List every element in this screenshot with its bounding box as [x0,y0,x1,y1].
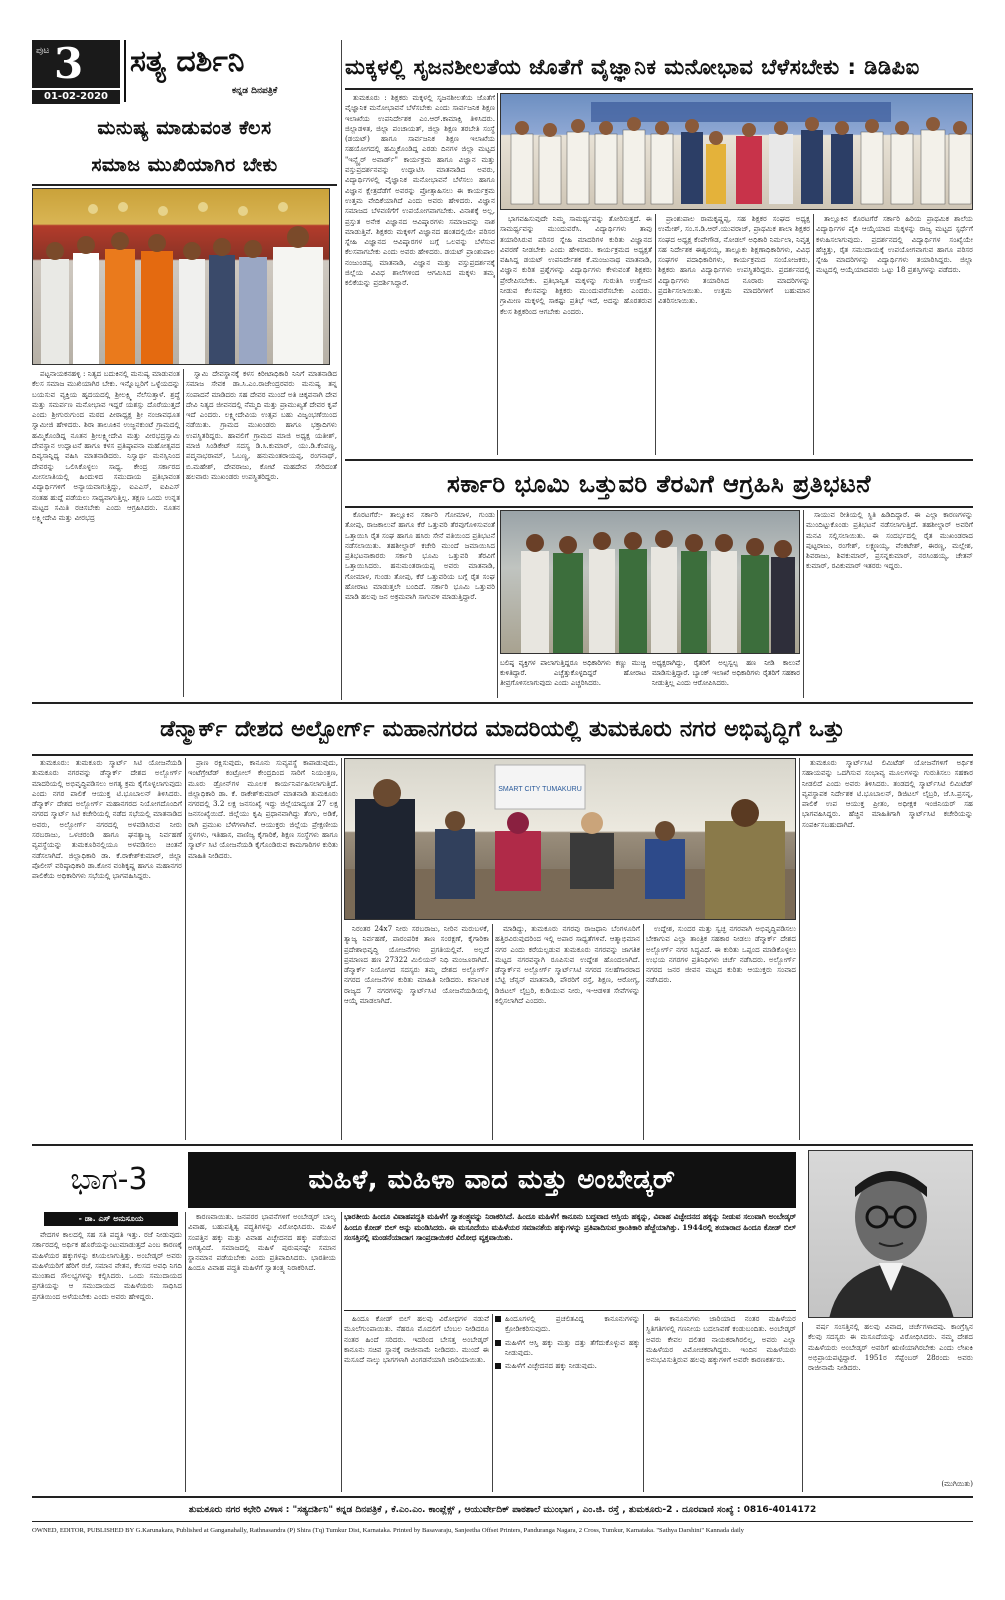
denmark-story-col-3: ನಿರಂತರ 24x7 ನೀರು ಸರಬರಾಜು, ನೀರಿನ ಮರುಬಳಕೆ, ತ್ಯಾಜ್ಯ ನಿರ್ವಹಣೆ, ಪಾರಂಪರಿಕ ತಾಣ ಸಂರಕ್ಷಣೆ, ಕೈಗಾರಿಕಾ ಪ್ರದೇಶಾಭಿವೃದ್ಧಿ ಯೋಜನೆಗಳು ಪ್ರಗತಿಯಲ್ಲಿವೆ. ಅಲ್ಲದೆ ಪ್ರಮಾಣದ ಹಣ 27322 ಮಿಲಿಯನ್ ನಿಧಿ ಮಂಜೂರಾಗಿದೆ. ಡೆನ್ಮಾರ್ಕ್ ನಿಯೋಗದ ಸದಸ್ಯರು ತಮ್ಮ ದೇಶದ ಅಲ್ಬೋರ್ಗ್ ನಗರದ ಯೋಜನೆಗಳ ಕುರಿತು ಮಾಹಿತಿ ನೀಡಿದರು. ಕರ್ನಾಟಕ ರಾಜ್ಯದ 7 ನಗರಗಳನ್ನು ಸ್ಮಾರ್ಟ್‌ಸಿಟಿ ಯೋಜನೆಯಡಿಯಲ್ಲಿ ಆಯ್ಕೆ ಮಾಡಲಾಗಿದೆ. [344,924,489,1006]
left-story-headline-2: ಸಮಾಜ ಮುಖಿಯಾಗಿರ ಬೇಕು [91,154,278,176]
footer-rule [32,1521,973,1522]
masthead-date: 01-02-2020 [32,90,120,104]
top-story-col-4: ತಾಲ್ಲೂಕಿನ ಕೊರಟಗೆರೆ ಸರ್ಕಾರಿ ಹಿರಿಯ ಪ್ರಾಥಮಿಕ ಶಾಲೆಯ ವಿದ್ಯಾರ್ಥಿಗಳ ಪೈಕಿ ಆಯ್ಕೆಯಾದ ಮಕ್ಕಳನ್ನು ರಾಜ್ಯ ಮಟ್ಟದ ಸ್ಪರ್ಧೆಗೆ ಕಳುಹಿಸಲಾಗುವುದು. ಪ್ರದರ್ಶನದಲ್ಲಿ ವಿದ್ಯಾರ್ಥಿಗಳ ಸಂಖ್ಯೆಯೇ ಹೆಚ್ಚಿತ್ತು, ರೈತ ಸಮುದಾಯಕ್ಕೆ ಉಪಯೋಗವಾಗುವ ಹಾಗೂ ಪರಿಸರ ಸ್ನೇಹಿ ಮಾದರಿಗಳನ್ನು ವಿದ್ಯಾರ್ಥಿಗಳು ತಯಾರಿಸಿದ್ದರು. ಜಿಲ್ಲಾ ಮಟ್ಟದಲ್ಲಿ ಆಯ್ಕೆಯಾದವರು ಒಟ್ಟು 18 ಪ್ರಶಸ್ತಿಗಳನ್ನು ಪಡೆದರು. [816,214,973,275]
paper-name: ಸತ್ಯ ದರ್ಶಿನಿ [130,44,245,79]
section-rule [32,1144,973,1146]
col-rule [802,1322,803,1492]
col-rule [183,369,184,697]
footer-rule [32,1496,973,1498]
protest-caption-2: ಅಧ್ಯಕ್ಷರಾಗಿದ್ದು, ರೈತರಿಗೆ ಅಲ್ಪಸ್ವಲ್ಪ ಹಣ ನೀಡಿ ಕಾಲುವೆ ಮಾಡಿಸುತ್ತಿದ್ದಾರೆ. ಬ್ಯಾಂಕ್ ಇಲಾಖೆ ಅಧಿಕಾರಿಗಳು ರೈತರಿಗೆ ಸಹಕಾರ ನೀಡುತ್ತಿಲ್ಲ ಎಂದು ಆರೋಪಿಸಿದರು. [652,659,800,687]
section-rule [345,506,973,508]
col-rule [643,1314,644,1492]
denmark-story-col-4: ಮಾಡಿದ್ದು, ತುಮಕೂರು ನಗರವು ರಾಜಧಾನಿ ಬೆಂಗಳೂರಿಗೆ ಹತ್ತಿರವಿರುವುದರಿಂದ ಇಲ್ಲಿ ಅಪಾರ ಸಾಧ್ಯತೆಗಳಿವೆ. ಆತ್ಮಾಭಿಮಾನ ನಗರ ಎಂದು ಕರೆಯಲ್ಪಡುವ ತುಮಕೂರು ನಗರವನ್ನು ಜಾಗತಿಕ ಮಟ್ಟದ ನಗರವನ್ನಾಗಿ ರೂಪಿಸುವ ಉದ್ದೇಶ ಹೊಂದಲಾಗಿದೆ. ಡೆನ್ಮಾರ್ಕ್‌ನ ಅಲ್ಬೋರ್ಗ್ ಸ್ಮಾರ್ಟ್‌ಸಿಟಿ ನಗರದ ಸಲಹೆಗಾರರಾದ ಬೆಟ್ಟಿ ಜೆನ್ಸನ್ ಮಾತನಾಡಿ, ಪೌರರಿಗೆ ರಸ್ತೆ, ಶಿಕ್ಷಣ, ಆರೋಗ್ಯ, ಡಿಜಿಟಲ್ ಲೈಬ್ರರಿ, ಕುಡಿಯುವ ನೀರು, ಇ-ಆಡಳಿತ ಸೇವೆಗಳನ್ನು ಕಲ್ಪಿಸಲಾಗಿದೆ ಎಂದರು. [495,924,640,1006]
bullet-square-icon [495,1363,501,1369]
ambedkar-col-3: ಹಿಂದೂ ಕೋಡ್ ಬಿಲ್ ಹಲವು ವಿರೋಧಗಳ ನಡುವೆ ಮೂಲೆಗುಂಪಾಯಿತು. ನೆಹರೂ ಮೊದಲಿಗೆ ಬೆಂಬಲ ನೀಡಿದರೂ ನಂತರ ಹಿಂದೆ ಸರಿದರು. ಇದರಿಂದ ಬೇಸತ್ತ ಅಂಬೇಡ್ಕರ್ ಕಾನೂನು ಸಚಿವ ಸ್ಥಾನಕ್ಕೆ ರಾಜೀನಾಮೆ ನೀಡಿದರು. ಮುಂದೆ ಈ ಮಸೂದೆ ನಾಲ್ಕು ಭಾಗಗಳಾಗಿ ವಿಂಗಡನೆಯಾಗಿ ಜಾರಿಯಾಯಿತು. [344,1314,489,1365]
bullet-text: ಮಹಿಳೆಗೆ ವಿಚ್ಛೇದನದ ಹಕ್ಕು ನೀಡುವುದು. [505,1361,597,1371]
top-story-photo [500,93,973,210]
left-story-col-2: ಸ್ವಾಮಿ ದೇವಸ್ಥಾನಕ್ಕೆ ಕಳಸ ಕಿರೀಟಾಧಿಕಾರಿ ನಿನಿಗೆ ಮಾತನಾಡಿದ ಸಮಾಜ ಸೇವಕ ಡಾ.ಸಿ.ಎಂ.ರಾಜೇಂದ್ರರವರು ಮನುಷ್ಯ ತನ್ನ ಸಂಪಾದನೆ ಮಾಡಿದರು ಸಹ ದೇವರ ಮುಂದೆ ಅತಿ ಚಿಕ್ಕವನಾಗಿ ದೇವ ದೇವಿ ನಿತ್ಯದ ಜೀವನದಲ್ಲಿ ನೆಮ್ಮದಿ ಮತ್ತು ಪ್ರಾಮುಖ್ಯತೆ ದೇವರ ಕೃಪೆ ಇದೆ ಎಂದರು. ಲಕ್ಷ್ಮೀದೇವಿಯ ಉತ್ಸವ ಬಹು ವಿಜೃಂಭಣೆಯಿಂದ ನಡೆಯಿತು. ಗ್ರಾಮದ ಮುಖಂಡರು ಹಾಗೂ ಭಕ್ತಾದಿಗಳು ಉಪಸ್ಥಿತರಿದ್ದರು. ಹಾವಲಿಗೆ ಗ್ರಾಮದ ಮಾಜಿ ಅಧ್ಯಕ್ಷ ಯತೀಶ್, ಮಾಜಿ ಸಿಂಡಿಕೇಟ್ ಸದಸ್ಯ ಡಿ.ಸಿ.ಕುಮಾರ್, ಯು.ಡಿ.ಕೆಂಪಣ್ಣ, ಪದ್ಮನಾಭರಾಮ್, ಓಬಣ್ಣ, ಹನುಮಂತರಾಯಪ್ಪ, ರಂಗನಾಥ್, ಬಿ.ಮಹೇಶ್, ದೇವರಾಜು, ಕೋಟೆ ಮಹದೇವ ಸೇರಿದಂತೆ ಹಲವಾರು ಮುಖಂಡರು ಉಪಸ್ಥಿತರಿದ್ದರು. [186,369,337,481]
ambedkar-bullets [495,1314,640,1492]
col-rule [643,924,644,1140]
bullet-item [495,1338,640,1359]
ambedkar-story-headline: ಮಹಿಳೆ, ಮಹಿಳಾ ವಾದ ಮತ್ತು ಅಂಬೇಡ್ಕರ್ [188,1152,796,1208]
protest-story-headline: ಸರ್ಕಾರಿ ಭೂಮಿ ಒತ್ತುವರಿ ತೆರವಿಗೆ ಆಗ್ರಹಿಸಿ ಪ್ರತಿಭಟನೆ [446,470,872,498]
bullet-square-icon [495,1340,501,1346]
col-rule [185,1212,186,1492]
left-story-col-1: ಪಟ್ಟನಾಯಕನಹಳ್ಳಿ : ನಿತ್ಯದ ಬದುಕಿನಲ್ಲಿ ಮನುಷ್ಯ ಮಾಡುವಂತ ಕೆಲಸ ಸಮಾಜ ಮುಖಿಯಾಗಿರ ಬೇಕು. ಇನ್ನೊಬ್ಬರಿಗೆ ಒಳ್ಳೆಯದನ್ನು ಬಯಸುವ ವ್ಯಕ್ತಿಯ ಹೃದಯದಲ್ಲಿ ಶ್ರೀಲಕ್ಷ್ಮಿ ನೆಲೆಸುತ್ತಾಳೆ. ಶ್ರದ್ಧೆ ಮತ್ತು ಸಮರ್ಪಣ ಮನೋಭಾವ ಇದ್ದರೆ ಯಶಸ್ಸು ದೊರೆಯುತ್ತದೆ ಎಂದು ಶ್ರೀಗುರುಗುಂದ ಮಠದ ಪೀಠಾಧ್ಯಕ್ಷ ಶ್ರೀ ನಂಜಾವಧೂತ ಸ್ವಾಮೀಜಿ ಹೇಳಿದರು. ಶಿರಾ ತಾಲೂಕಿನ ಉಜ್ಜನಕುಂಟೆ ಗ್ರಾಮದಲ್ಲಿ ಹಮ್ಮಿಕೊಂಡಿದ್ದ ನೂತನ ಶ್ರೀಲಕ್ಷ್ಮೀದೇವಿ ಮತ್ತು ವೀರಭದ್ರಸ್ವಾಮಿ ದೇವಸ್ಥಾನ ಉದ್ಘಾಟನೆ ಹಾಗೂ ಕಳಸ ಪ್ರತಿಷ್ಠಾಪನಾ ಮಹೋತ್ಸವದ ದಿವ್ಯಸಾನ್ನಿಧ್ಯ ವಹಿಸಿ ಮಾತನಾಡಿದರು. ನಿಸ್ವಾರ್ಥ ಮನಸ್ಸಿನಿಂದ ದೇವರನ್ನು ಒಲಿಸಿಕೊಳ್ಳಲು ಸಾಧ್ಯ. ಕೇಂದ್ರ ಸರ್ಕಾರದ ಮೀಸಲಾತಿಯಲ್ಲಿ ಹಿಂದುಳಿದ ಸಮುದಾಯ ಪ್ರತಿಭಾವಂತ ವಿದ್ಯಾರ್ಥಿಗಳಿಗೆ ಅನ್ಯಾಯವಾಗುತ್ತಿದ್ದು, ಐಎಎಸ್, ಐಪಿಎಸ್ ನಂತಹ ಹುದ್ದೆ ಪಡೆಯಲು ಸಾಧ್ಯವಾಗುತ್ತಿಲ್ಲ. ತಕ್ಷಣ ಒಂದು ಉನ್ನತ ಮಟ್ಟದ ಸಮಿತಿ ರಚಿಸಬೇಕು ಎಂದು ಆಗ್ರಹಿಸಿದರು. ನೂತನ ಲಕ್ಷ್ಮೀದೇವಿ ಮತ್ತು ವೀರಭದ್ರ [32,369,180,523]
protest-story-col-3: ಸಾಯುವ ರೀತಿಯಲ್ಲಿ ಸ್ಥಿತಿ ಹಿಡಿದಿದ್ದಾರೆ. ಈ ಎಲ್ಲಾ ಕಾರಣಗಳನ್ನು ಮುಂದಿಟ್ಟುಕೊಂಡು ಪ್ರತಿಭಟನೆ ನಡೆಸಲಾಗುತ್ತಿದೆ. ತಹಶೀಲ್ದಾರ್ ಅವರಿಗೆ ಮನವಿ ಸಲ್ಲಿಸಲಾಯಿತು. ಈ ಸಂದರ್ಭದಲ್ಲಿ ರೈತ ಮುಖಂಡರಾದ ಪುಟ್ಟರಾಜು, ರಂಗೇಶ್, ಲಕ್ಷ್ಮಣಯ್ಯ, ವೆಂಕಟೇಶ್, ಈರಣ್ಣ, ಮಲ್ಲೇಶ, ಶಿವರಾಜು, ಶಿವಕುಮಾರ್, ಪ್ರಸನ್ನಕುಮಾರ್, ನರಸಿಂಹಯ್ಯ, ಚೇತನ್ ಕುಮಾರ್, ರವಿಕುಮಾರ್ ಇತರರು ಇದ್ದರು. [806,510,973,571]
page-number: 3 [54,39,84,88]
col-rule [492,924,493,1140]
col-rule [341,1212,342,1492]
denmark-story-col-2: ಪ್ರಾಣ ರಕ್ಷಿಸುವುದು, ಕಾನೂನು ಸುವ್ಯವಸ್ಥೆ ಕಾಪಾಡುವುದು, ಇಂಟೆಗ್ರೇಟೆಡ್ ಕಂಟ್ರೋಲ್ ಕೇಂದ್ರದಿಂದ ಸಾರಿಗೆ ನಿಯಂತ್ರಣ, ಮೂರು ಡ್ರೋನ್‌ಗಳ ಮೂಲಕ ಕಾರ್ಯನಿರ್ವಹಿಸಲಾಗುತ್ತಿದೆ. ಜಿಲ್ಲಾಧಿಕಾರಿ ಡಾ. ಕೆ. ರಾಕೇಶ್‌ಕುಮಾರ್ ಮಾತನಾಡಿ ತುಮಕೂರು ನಗರದಲ್ಲಿ 3.2 ಲಕ್ಷ ಜನಸಂಖ್ಯೆ ಇದ್ದು ಜಿಲ್ಲೆಯಾದ್ಯಂತ 27 ಲಕ್ಷ ಜನಸಂಖ್ಯೆಯಿದೆ. ಜಿಲ್ಲೆಯು ಕೃಷಿ ಪ್ರಧಾನವಾಗಿದ್ದು ತೆಂಗು, ಅಡಿಕೆ, ರಾಗಿ ಪ್ರಮುಖ ಬೆಳೆಗಳಾಗಿವೆ. ಆಯುಕ್ತರು ಜಿಲ್ಲೆಯ ಪ್ರೇಕ್ಷಣೀಯ ಸ್ಥಳಗಳು, ಇತಿಹಾಸ, ವಾಣಿಜ್ಯ ಕೈಗಾರಿಕೆ, ಶಿಕ್ಷಣ ಸಂಸ್ಥೆಗಳು ಹಾಗೂ ಸ್ಮಾರ್ಟ್ ಸಿಟಿ ಯೋಜನೆಯಡಿ ಕೈಗೊಂಡಿರುವ ಕಾಮಗಾರಿಗಳ ಕುರಿತು ಮಾಹಿತಿ ನೀಡಿದರು. [188,758,338,860]
col-rule [341,40,342,700]
col-rule [813,214,814,455]
col-rule [655,214,656,455]
left-story-headline-1: ಮನುಷ್ಯ ಮಾಡುವಂತ ಕೆಲಸ [97,117,272,139]
col-rule [185,758,186,1140]
intro-rule [344,1310,796,1311]
col-rule [497,510,498,698]
bullet-item [495,1314,640,1335]
page-badge [32,40,120,88]
paper-subtitle: ಕನ್ನಡ ದಿನಪತ್ರಿಕೆ [232,86,278,96]
denmark-story-photo [344,758,796,920]
footer-address: ತುಮಕೂರು ನಗರ ಕಛೇರಿ ವಿಳಾಸ : "ಸತ್ಯದರ್ಶಿನಿ" ಕನ್ನಡ ದಿನಪತ್ರಿಕೆ , ಕೆ.ಎಂ.ಎಂ. ಕಾಂಪ್ಲೆಕ್ಸ್ , ಆಯುರ್ವೇದಿಕ್ ಪಾಠಶಾಲೆ ಮುಂಭಾಗ , ಎಂ.ಜಿ. ರಸ್ತೆ , ತುಮಕೂರು-2 . ದೂರವಾಣಿ ಸಂಖ್ಯೆ : 0816-4014172 [188,1505,817,1515]
ambedkar-col-2: ಕಾರಣವಾಯಿತು. ಜನಪರರ ಭಾವನೆಗಳಿಗೆ ಅಂಬೇಡ್ಕರ್ ಬಾಲ್ಯ ವಿವಾಹ, ಬಹುಪತ್ನಿತ್ವ ಪದ್ಧತಿಗಳನ್ನು ವಿರೋಧಿಸಿದರು. ಮಹಿಳೆ ಸಂಪತ್ತಿನ ಹಕ್ಕು ಮತ್ತು ವಿವಾಹ ವಿಚ್ಛೇದನದ ಹಕ್ಕು ಪಡೆಯುವ ಅಗತ್ಯವಿದೆ. ಸಮಾಜದಲ್ಲಿ ಮಹಿಳೆ ಪುರುಷನಷ್ಟೇ ಸಮಾನ ಸ್ಥಾನಮಾನ ಪಡೆಯಬೇಕು ಎಂದು ಪ್ರತಿಪಾದಿಸಿದರು. ಭಾರತೀಯ ಹಿಂದೂ ವಿವಾಹ ಪದ್ಧತಿ ಮಹಿಳೆಗೆ ಸ್ವಾತಂತ್ರ್ಯ ನಿರಾಕರಿಸಿದೆ. [188,1212,336,1273]
meeting-room-image [345,759,796,920]
col-rule [799,758,800,1140]
left-story-photo [32,188,330,365]
footer-imprint: OWNED, EDITOR, PUBLISHED BY G.Karunakara, Published at Ganganahally, Rathnasandra (P) Shira (Tq) Tumkur Dist, Karnataka. Printed by Basavaraju, Sanjeetha Offset Printers, Panduranga Nagara, 2 Cross, Tumkur, Karnataka. "Sathya Darshini" Kannada daily [32,1527,744,1534]
farmers-group-image [501,511,800,654]
temple-ceremony-image [33,189,330,365]
masthead [32,40,337,106]
ambedkar-col-4: ಈ ಕಾನೂನುಗಳು ಜಾರಿಯಾದ ನಂತರ ಮಹಿಳೆಯರ ಸ್ಥಿತಿಗತಿಗಳಲ್ಲಿ ಗಣನೀಯ ಬದಲಾವಣೆ ಕಂಡುಬಂದಿತು. ಅಂಬೇಡ್ಕರ್ ಅವರು ಕೇವಲ ದಲಿತರ ನಾಯಕರಾಗಿರಲಿಲ್ಲ, ಅವರು ಎಲ್ಲಾ ಮಹಿಳೆಯರ ವಿಮೋಚಕರಾಗಿದ್ದರು. ಇಂದಿನ ಮಹಿಳೆಯರು ಅನುಭವಿಸುತ್ತಿರುವ ಹಲವು ಹಕ್ಕುಗಳಿಗೆ ಅವರೇ ಕಾರಣಕರ್ತರು. [646,1314,796,1365]
continued-marker: (ಮುಗಿಯಿತು) [941,1480,973,1488]
section-rule [345,459,973,461]
byline: - ಡಾ. ಎಸ್ ಅನುಸೂಯ [44,1212,178,1226]
left-story-rule [32,184,337,186]
page-label: ಪುಟ [36,46,50,56]
col-rule [492,1314,493,1492]
bullet-text: ಹಿಂದೂಗಳಲ್ಲಿ ಪ್ರಚಲಿತವಿದ್ದ ಕಾನೂನುಗಳನ್ನು ಕ್ರೋಡೀಕರಿಸುವುದು. [505,1314,640,1334]
bullet-text: ಮಹಿಳೆಗೆ ಆಸ್ತಿ ಹಕ್ಕು ಮತ್ತು ದತ್ತು ತೆಗೆದುಕೊಳ್ಳುವ ಹಕ್ಕು ನೀಡುವುದು. [505,1337,640,1357]
bullet-item [495,1361,640,1371]
smart-city-sign: SMART CITY TUMAKURU [498,786,582,793]
masthead-divider [124,40,126,102]
protest-story-col-1: ಕೊರಟಗೆರೆ:- ತಾಲ್ಲೂಕಿನ ಸರ್ಕಾರಿ ಗೋಮಾಳ, ಗುಂಡು ತೋಪು, ರಾಜಕಾಲುವೆ ಹಾಗೂ ಕೆರೆ ಒತ್ತುವರಿ ತೆರವುಗೊಳಿಸುವಂತೆ ಒತ್ತಾಯಿಸಿ ರೈತ ಸಂಘ ಹಾಗೂ ಹಸಿರು ಸೇನೆ ವತಿಯಿಂದ ಪ್ರತಿಭಟನೆ ನಡೆಸಲಾಯಿತು. ತಹಶೀಲ್ದಾರ್ ಕಚೇರಿ ಮುಂದೆ ಜಮಾಯಿಸಿದ ಪ್ರತಿಭಟನಾಕಾರರು ಸರ್ಕಾರಿ ಭೂಮಿ ಒತ್ತುವರಿ ತೆರವಿಗೆ ಒತ್ತಾಯಿಸಿದರು. ಹನುಮಂತರಾಯಪ್ಪ ಅವರು ಮಾತನಾಡಿ, ಗೋಮಾಳ, ಗುಂಡು ತೋಪು, ಕೆರೆ ಒತ್ತುವರಿಯ ಬಗ್ಗೆ ರೈತ ಸಂಘ ಹೋರಾಟ ಮಾಡುತ್ತಲೇ ಬಂದಿದೆ. ಸರ್ಕಾರಿ ಭೂಮಿ ಒತ್ತುವರಿ ಮಾಡಿ ಹಲವು ಜನ ಅಕ್ರಮವಾಗಿ ಸಾಗುವಳಿ ಮಾಡುತ್ತಿದ್ದಾರೆ. [345,510,495,602]
top-story-col-3: ಪ್ರಾಂಶುಪಾಲ ರಾಮಕೃಷ್ಣಪ್ಪ, ಸಹ ಶಿಕ್ಷಕರ ಸಂಘದ ಅಧ್ಯಕ್ಷ ಉಮೇಶ್, ಸಂ.ಸ.ಡಿ.ಆರ್.ಯುವರಾಜ್, ಪ್ರಾಥಮಿಕ ಶಾಲಾ ಶಿಕ್ಷಕರ ಸಂಘದ ಅಧ್ಯಕ್ಷ ಕೆಂಪೇಗೌಡ, ನೋಡಲ್ ಅಧಿಕಾರಿ ನಿರ್ಮಲಾ, ನಿವೃತ್ತ ಸಹ ನಿರ್ದೇಶಕ ಈಶ್ವರಯ್ಯ, ತಾಲ್ಲೂಕು ಶಿಕ್ಷಣಾಧಿಕಾರಿಗಳು, ವಿವಿಧ ಸಂಘಗಳ ಪದಾಧಿಕಾರಿಗಳು, ಕಾರ್ಯಕ್ರಮದ ಸಂಯೋಜಕರು, ಶಿಕ್ಷಕರು ಹಾಗೂ ವಿದ್ಯಾರ್ಥಿಗಳು ಉಪಸ್ಥಿತರಿದ್ದರು. ಪ್ರದರ್ಶನದಲ್ಲಿ ವಿದ್ಯಾರ್ಥಿಗಳು ತಯಾರಿಸಿದ ನೂರಾರು ಮಾದರಿಗಳನ್ನು ಪ್ರದರ್ಶಿಸಲಾಯಿತು. ಉತ್ತಮ ಮಾದರಿಗಳಿಗೆ ಬಹುಮಾನ ವಿತರಿಸಲಾಯಿತು. [658,214,810,306]
ambedkar-col-1: ವೇದಗಳ ಕಾಲದಲ್ಲಿ ಸಹ ಸತಿ ಪದ್ಧತಿ ಇತ್ತು. ರಜೆ ನೀಡುವುದು ಸರ್ಕಾರದಲ್ಲಿ ಅರ್ಥಿಕ ಹೊರೆಯನ್ನುಂಟುಮಾಡುತ್ತದೆ ಎಂಬ ಕಾರಣಕ್ಕೆ ಮಹಿಳೆಯರ ಹಕ್ಕುಗಳನ್ನು ಕಸಿಯಲಾಗುತ್ತಿತ್ತು. ಅಂಬೇಡ್ಕರ್ ಅವರು ಮಹಿಳೆಯರಿಗೆ ಹೆರಿಗೆ ರಜೆ, ಸಮಾನ ವೇತನ, ಕೆಲಸದ ಅವಧಿ ನಿಗದಿ ಮುಂತಾದ ಸೌಲಭ್ಯಗಳನ್ನು ಕಲ್ಪಿಸಿದರು. ಒಂದು ಸಮುದಾಯದ ಪ್ರಗತಿಯನ್ನು ಆ ಸಮುದಾಯದ ಮಹಿಳೆಯರು ಸಾಧಿಸಿದ ಪ್ರಗತಿಯಿಂದ ಅಳೆಯಬೇಕು ಎಂದು ಅವರು ಹೇಳಿದ್ದರು. [32,1230,182,1301]
ambedkar-portrait [808,1150,973,1318]
denmark-story-col-6: ತುಮಕೂರು ಸ್ಮಾರ್ಟ್‌ಸಿಟಿ ಲಿಮಿಟೆಡ್ ಯೋಜನೆಗಳಿಗೆ ಅರ್ಥಿಕ ಸಹಾಯವನ್ನು ಒದಗಿಸುವ ಸಂಭಾವ್ಯ ಮೂಲಗಳನ್ನು ಗುರುತಿಸಲು ಸಹಕಾರ ನೀಡಲಿದೆ ಎಂದು ಅವರು ತಿಳಿಸಿದರು. ತಂಡದಲ್ಲಿ ಸ್ಮಾರ್ಟ್‌ಸಿಟಿ ಲಿಮಿಟೆಡ್ ವ್ಯವಸ್ಥಾಪಕ ನಿರ್ದೇಶಕ ಟಿ.ಭೂಬಾಲನ್, ಡಿಜಿಟಲ್ ಲೈಬ್ರರಿ, ಜೆ.ಸಿ.ಪ್ರಸನ್ನ, ಪಾಲಿಕೆ ಉಪ ಆಯುಕ್ತ ಪ್ರೀತಂ, ಅಧೀಕ್ಷಕ ಇಂಜಿನಿಯರ್ ಸಹ ಭಾಗವಹಿಸಿದ್ದರು. ಹೆಚ್ಚಿನ ಮಾಹಿತಿಗಾಗಿ ಸ್ಮಾರ್ಟ್‌ಸಿಟಿ ಕಚೇರಿಯನ್ನು ಸಂಪರ್ಕಿಸಬಹುದಾಗಿದೆ. [802,758,973,829]
protest-story-photo [500,510,800,654]
top-story-col-2: ಭಾಗವಹಿಸುವುದೇ ನಿಮ್ಮ ಸಾಮರ್ಥ್ಯವನ್ನು ತೋರಿಸುತ್ತದೆ. ಈ ಸಾಮರ್ಥ್ಯವನ್ನು ಮುಂದುವರೆಸಿ. ವಿದ್ಯಾರ್ಥಿಗಳು ತಾವು ತಯಾರಿಸಿರುವ ಪರಿಸರ ಸ್ನೇಹಿ ಮಾದರಿಗಳ ಕುರಿತು ವಿಜ್ಞಾನದ ವಿವರಣೆ ನೀಡಬೇಕು ಎಂದು ಹೇಳಿದರು. ಕಾರ್ಯಕ್ರಮದ ಅಧ್ಯಕ್ಷತೆ ವಹಿಸಿದ್ದ ಡಯಟ್ ಉಪನಿರ್ದೇಶಕ ಕೆ.ಮಂಜುನಾಥ ಮಾತನಾಡಿ, ವಿಜ್ಞಾನ ಕುರಿತ ಪ್ರಶ್ನೆಗಳನ್ನು ವಿದ್ಯಾರ್ಥಿಗಳು ಕೇಳುವಂತೆ ಶಿಕ್ಷಕರು ಪ್ರೇರೇಪಿಸಬೇಕು. ಪ್ರತಿಭಾನ್ವಿತ ಮಕ್ಕಳನ್ನು ಗುರುತಿಸಿ ಉತ್ತೇಜನ ನೀಡುವ ಕೆಲಸವನ್ನು ಶಿಕ್ಷಕರು ಮುಂದುವರೆಸಬೇಕು ಎಂದರು. ಗ್ರಾಮೀಣ ಮಕ್ಕಳಲ್ಲಿ ಸಾಕಷ್ಟು ಪ್ರತಿಭೆ ಇದೆ, ಅದನ್ನು ಹೊರತರುವ ಕೆಲಸ ಶಿಕ್ಷಕರಿಂದ ಆಗಬೇಕು ಎಂದರು. [500,214,652,316]
bullet-square-icon [495,1316,501,1322]
ambedkar-col-5: ವರ್ಷ ಸಂಸತ್ತಿನಲ್ಲಿ ಹಲವು ವಿವಾದ, ಚರ್ಚೆಗಳಾದವು. ಕಾಂಗ್ರೆಸ್ಸಿನ ಕೆಲವು ಸದಸ್ಯರು ಈ ಮಸೂದೆಯನ್ನು ವಿರೋಧಿಸಿದರು. ನಮ್ಮ ದೇಶದ ಮಹಿಳೆಯರು ಅಂಬೇಡ್ಕರ್ ಅವರಿಗೆ ಋಣಿಯಾಗಿರಬೇಕು ಎಂದು ಲೇಖಕಿ ಅಭಿಪ್ರಾಯಪಟ್ಟಿದ್ದಾರೆ. 1951ರ ಸೆಪ್ಟೆಂಬರ್ 28ರಂದು ಅವರು ರಾಜೀನಾಮೆ ನೀಡಿದರು. [808,1322,973,1373]
ambedkar-intro [344,1212,796,1308]
intro-text: ಭಾರತೀಯ ಹಿಂದೂ ವಿವಾಹಪದ್ಧತಿ ಮಹಿಳೆಗೆ ಸ್ವಾತಂತ್ರ್ಯವನ್ನು ನಿರಾಕರಿಸಿದೆ. ಹಿಂದೂ ಮಹಿಳೆಗೆ ಕಾನೂನು ಬದ್ಧವಾದ ಆಸ್ತಿಯ ಹಕ್ಕನ್ನು, ವಿವಾಹ ವಿಚ್ಛೇದನದ ಹಕ್ಕನ್ನು ನೀಡುವ ಸಲುವಾಗಿ ಅಂಬೇಡ್ಕರ್ ಹಿಂದೂ ಕೋಡ್ ಬಿಲ್ ಅನ್ನು ಮಂಡಿಸಿದರು. ಈ ಮಸೂದೆಯು ಮಹಿಳೆಯರ ಸಮಾನತೆಯ ಹಕ್ಕುಗಳನ್ನು ಪ್ರತಿಪಾದಿಸುವ ಕ್ರಾಂತಿಕಾರಿ ಹೆಜ್ಜೆಯಾಗಿತ್ತು. 1944ರಲ್ಲಿ ತಯಾರಾದ ಹಿಂದೂ ಕೋಡ್ ಬಿಲ್ ಸಂಸತ್ತಿನಲ್ಲಿ ಮಂಡನೆಯಾದಾಗ ಸಾಂಪ್ರದಾಯಿಕರ ವಿರೋಧ ವ್ಯಕ್ತವಾಯಿತು. [344,1212,796,1242]
denmark-story-headline: ಡೆನ್ಮಾರ್ಕ್ ದೇಶದ ಅಲ್ಬೋರ್ಗ್ ಮಹಾನಗರದ ಮಾದರಿಯಲ್ಲಿ ತುಮಕೂರು ನಗರ ಅಭಿವೃದ್ಧಿಗೆ ಒತ್ತು [160,717,845,742]
denmark-story-col-1: ತುಮಕೂರು: ತುಮಕೂರು ಸ್ಮಾರ್ಟ್ ಸಿಟಿ ಯೋಜನೆಯಡಿ ತುಮಕೂರು ನಗರವನ್ನು ಡೆನ್ಮಾರ್ಕ್ ದೇಶದ ಅಲ್ಬೋರ್ಗ್ ಮಾದರಿಯಲ್ಲಿ ಅಭಿವೃದ್ಧಿಪಡಿಸಲು ಅಗತ್ಯ ಕ್ರಮ ಕೈಗೊಳ್ಳಲಾಗುವುದು ಎಂದು ನಗರ ಪಾಲಿಕೆ ಆಯುಕ್ತ ಟಿ.ಭೂಬಾಲನ್ ತಿಳಿಸಿದರು. ಡೆನ್ಮಾರ್ಕ್ ದೇಶದ ಅಲ್ಬೋರ್ಗ್ ಮಹಾನಗರದ ನಿಯೋಗದೊಂದಿಗೆ ನಗರದ ಸ್ಮಾರ್ಟ್ ಸಿಟಿ ಕಚೇರಿಯಲ್ಲಿ ನಡೆದ ಸಭೆಯಲ್ಲಿ ಮಾತನಾಡಿದ ಅವರು, ಅಲ್ಬೋರ್ಗ್ ನಗರದಲ್ಲಿ ಅಳವಡಿಸಿರುವ ನೀರು ಸರಬರಾಜು, ಒಳಚರಂಡಿ ಹಾಗೂ ಘನತ್ಯಾಜ್ಯ ನಿರ್ವಹಣೆ ವ್ಯವಸ್ಥೆಯನ್ನು ತುಮಕೂರಿನಲ್ಲಿಯೂ ಅಳವಡಿಸಲು ಚಿಂತನೆ ನಡೆಸಲಾಗಿದೆ. ಜಿಲ್ಲಾಧಿಕಾರಿ ಡಾ. ಕೆ.ರಾಕೇಶ್‌ಕುಮಾರ್, ಜಿಲ್ಲಾ ಪೊಲೀಸ್ ವರಿಷ್ಠಾಧಿಕಾರಿ ಡಾ.ಕೋನ ವಂಶಿಕೃಷ್ಣ ಹಾಗೂ ಮಹಾನಗರ ಪಾಲಿಕೆಯ ಅಧಿಕಾರಿಗಳು ಸಭೆಯಲ್ಲಿ ಭಾಗವಹಿಸಿದ್ದರು. [32,758,182,881]
ambedkar-portrait-image [809,1151,973,1318]
denmark-story-col-5: ಉದ್ದೇಶ, ಸುಂದರ ಮತ್ತು ಸ್ವಚ್ಛ ನಗರವಾಗಿ ಅಭಿವೃದ್ಧಿಪಡಿಸಲು ಬೇಕಾಗುವ ಎಲ್ಲಾ ತಾಂತ್ರಿಕ ಸಹಕಾರ ನೀಡಲು ಡೆನ್ಮಾರ್ಕ್ ದೇಶದ ಅಲ್ಬೋರ್ಗ್ ನಗರ ಸಿದ್ಧವಿದೆ. ಈ ಕುರಿತು ಒಪ್ಪಂದ ಮಾಡಿಕೊಳ್ಳಲು ಉಭಯ ನಗರಗಳ ಪ್ರತಿನಿಧಿಗಳು ಚರ್ಚೆ ನಡೆಸಿದರು. ಅಲ್ಬೋರ್ಗ್ ನಗರದ ಜನರ ಜೀವನ ಮಟ್ಟದ ಕುರಿತು ಆಯುಕ್ತರು ಸಂವಾದ ನಡೆಸಿದರು. [646,924,796,985]
col-rule [497,93,498,455]
top-story-col-1: ತುಮಕೂರು : ಶಿಕ್ಷಕರು ಮಕ್ಕಳಲ್ಲಿ ಸೃಜನಶೀಲತೆಯ ಜೊತೆಗೆ ವೈಜ್ಞಾನಿಕ ಮನೋಭಾವನೆ ಬೆಳೆಸಬೇಕು ಎಂದು ಸಾರ್ವಜನಿಕ ಶಿಕ್ಷಣ ಇಲಾಖೆಯ ಉಪನಿರ್ದೇಶಕ ಎಂ.ಆರ್.ಕಾಮಾಕ್ಷಿ ತಿಳಿಸಿದರು. ಜಿಲ್ಲಾಡಳಿತ, ಜಿಲ್ಲಾ ಪಂಚಾಯತ್, ಜಿಲ್ಲಾ ಶಿಕ್ಷಣ ತರಬೇತಿ ಸಂಸ್ಥೆ (ಡಯಟ್) ಹಾಗೂ ಸಾರ್ವಜನಿಕ ಶಿಕ್ಷಣ ಇಲಾಖೆಯ ಸಹಯೋಗದಲ್ಲಿ ಹಮ್ಮಿಕೊಂಡಿದ್ದ ಎರಡು ದಿನಗಳ ಜಿಲ್ಲಾ ಮಟ್ಟದ "ಇನ್ಸ್ಪೈರ್ ಅವಾರ್ಡ್" ಕಾರ್ಯಕ್ರಮ ಹಾಗೂ ವಿಜ್ಞಾನ ಮತ್ತು ವಸ್ತುಪ್ರದರ್ಶನವನ್ನು ಉದ್ಘಾಟಿಸಿ ಮಾತನಾಡಿದ ಅವರು, ವಿದ್ಯಾರ್ಥಿಗಳಲ್ಲಿ ವೈಜ್ಞಾನಿಕ ಮನೋಭಾವನೆ ಬೆಳೆಸಲು ಹಾಗೂ ವಿಜ್ಞಾನ ಕ್ಷೇತ್ರದೆಡೆಗೆ ಅವರನ್ನು ಪ್ರೋತ್ಸಾಹಿಸಲು ಈ ಕಾರ್ಯಕ್ರಮ ಉತ್ತಮ ವೇದಿಕೆಯಾಗಿದೆ ಎಂದು ಅವರು ಹೇಳಿದರು. ವಿಜ್ಞಾನ ಸಮಾಜದ ಬೆಳವಣಿಗೆಗೆ ಉಪಯೋಗವಾಗಬೇಕು. ವಿನಾಶಕ್ಕೆ ಅಲ್ಲ, ಪ್ರಸ್ತುತ ಅನೇಕ ವಿಜ್ಞಾನದ ಆವಿಷ್ಕಾರಗಳು ಸಮಾಜವನ್ನು ನಾಶ ಮಾಡುತ್ತಿವೆ. ಶಿಕ್ಷಕರು ಮಕ್ಕಳಿಗೆ ವಿಜ್ಞಾನದ ಹಂತದಲ್ಲಿಯೇ ಪರಿಸರ ಸ್ನೇಹಿ ವಿಜ್ಞಾನದ ಆವಿಷ್ಕಾರಗಳ ಬಗ್ಗೆ ಒಲವನ್ನು ಬೆಳೆಸುವ ಕೆಲಸವಾಗಬೇಕು ಎಂದು ಅವರು ಹೇಳಿದರು. ಡಯಟ್ ಪ್ರಾಂಶುಪಾಲ ನಂಜುಂಡಪ್ಪ ಮಾತನಾಡಿ, ವಿಜ್ಞಾನ ಮತ್ತು ವಸ್ತುಪ್ರದರ್ಶನಕ್ಕೆ ಜಿಲ್ಲೆಯ ವಿವಿಧ ಶಾಲೆಗಳಿಂದ ಆಗಮಿಸಿದ ಮಕ್ಕಳು ತಮ್ಮ ಕಲಿಕೆಯನ್ನು ಪ್ರದರ್ಶಿಸಿದ್ದಾರೆ. [345,93,495,288]
protest-caption-1: ಬಲಿಷ್ಠ ವ್ಯಕ್ತಿಗಳ ಪಾಲಾಗುತ್ತಿದ್ದರೂ ಅಧಿಕಾರಿಗಳು ಕಣ್ಣು ಮುಚ್ಚಿ ಕುಳಿತಿದ್ದಾರೆ. ಎಚ್ಚೆತ್ತುಕೊಳ್ಳದಿದ್ದರೆ ಹೋರಾಟ ತೀವ್ರಗೊಳಿಸಲಾಗುವುದು ಎಂದು ಎಚ್ಚರಿಸಿದರು. [500,659,646,687]
group-of-officials-image [501,94,973,210]
col-rule [803,510,804,698]
col-rule [341,758,342,1140]
top-story-headline: ಮಕ್ಕಳಲ್ಲಿ ಸೃಜನಶೀಲತೆಯ ಜೊತೆಗೆ ವೈಜ್ಞಾನಿಕ ಮನೋಭಾವ ಬೆಳೆಸಬೇಕು : ಡಿಡಿಪಿಐ [345,55,920,79]
section-rule [32,754,973,756]
top-story-rule [345,88,973,90]
series-label: ಭಾಗ-3 [70,1162,148,1197]
section-rule [32,702,973,704]
